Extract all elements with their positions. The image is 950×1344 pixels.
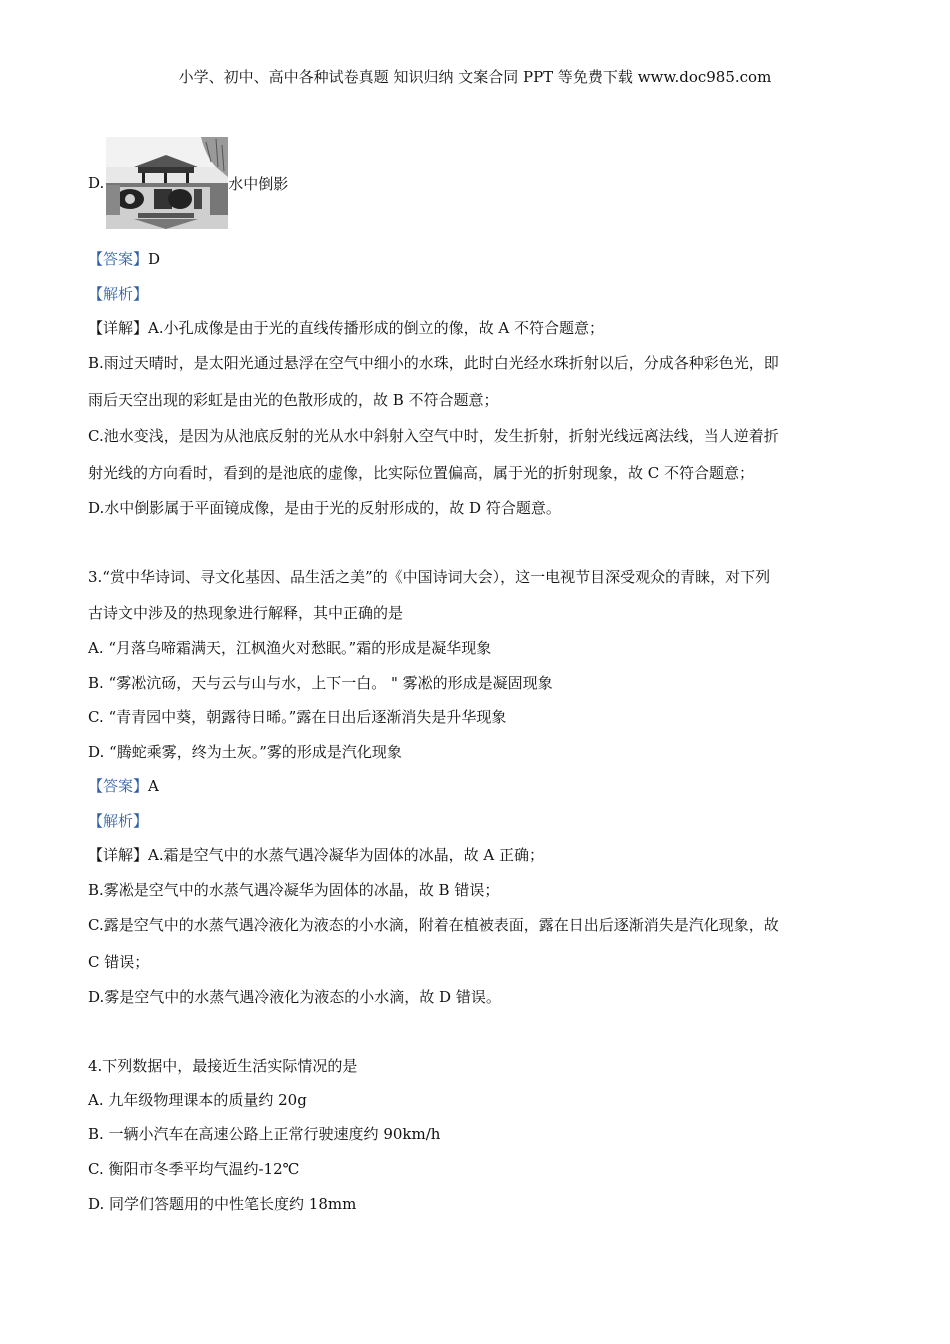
q3-detail-line: B.雾凇是空气中的水蒸气遇冷凝华为固体的冰晶，故 B 错误； [88, 881, 500, 899]
q2-detail-line: D.水中倒影属于平面镜成像，是由于光的反射形成的，故 D 符合题意。 [88, 499, 561, 517]
q3-detail-line [88, 845, 544, 865]
q4-option: C. 衡阳市冬季平均气温约-12℃ [88, 1160, 300, 1178]
q2-detail-line: B.雨过天晴时，是太阳光通过悬浮在空气中细小的水珠，此时白光经水珠折射以后，分成各种彩色光，即 [88, 354, 779, 372]
q2-option-d-label: D. [88, 174, 105, 192]
q3-detail-line: C 错误； [88, 953, 150, 971]
q2-analysis-tag: 【解析】 [88, 285, 149, 303]
q2-option-d [88, 137, 288, 229]
q3-option: A. “月落乌啼霜满天，江枫渔火对愁眠。”霜的形成是凝华现象 [88, 639, 492, 657]
q3-option: C. “青青园中葵，朝露待日晞。”露在日出后逐渐消失是升华现象 [88, 708, 507, 726]
detail-tag: 【详解】 [88, 319, 149, 337]
q3-analysis-tag: 【解析】 [88, 812, 149, 830]
q3-answer [88, 776, 159, 796]
q2-detail-line: 雨后天空出现的彩虹是由光的色散形成的，故 B 不符合题意； [88, 391, 499, 409]
q3-option: B. “雾凇沆砀，天与云与山与水，上下一白。 " 雾凇的形成是凝固现象 [88, 674, 553, 692]
answer-tag: 【答案】 [88, 250, 149, 268]
q4-option: B. 一辆小汽车在高速公路上正常行驶速度约 90km/h [88, 1125, 441, 1143]
detail-text: A.小孔成像是由于光的直线传播形成的倒立的像，故 A 不符合题意； [148, 319, 604, 337]
answer-value: A [148, 777, 159, 795]
q4-option: D. 同学们答题用的中性笔长度约 18mm [88, 1195, 357, 1213]
q4-option: A. 九年级物理课本的质量约 20g [88, 1091, 307, 1109]
q2-detail-line: 射光线的方向看时，看到的是池底的虚像，比实际位置偏高，属于光的折射现象，故 C 不符合题意； [88, 464, 755, 482]
reflection-photo [106, 137, 228, 229]
q4-stem: 4.下列数据中，最接近生活实际情况的是 [88, 1057, 358, 1075]
q3-detail-line: D.雾是空气中的水蒸气遇冷液化为液态的小水滴，故 D 错误。 [88, 988, 501, 1006]
q2-detail-line [88, 318, 604, 338]
q2-option-d-text: 水中倒影 [228, 174, 289, 193]
q3-detail-line: C.露是空气中的水蒸气遇冷液化为液态的小水滴，附着在植被表面，露在日出后逐渐消失是汽化现象，故 [88, 916, 779, 934]
q3-option: D. “腾蛇乘雾，终为土灰。”雾的形成是汽化现象 [88, 743, 402, 761]
detail-text: A.霜是空气中的水蒸气遇冷凝华为固体的冰晶，故 A 正确； [148, 846, 544, 864]
q3-stem: 3.“赏中华诗词、寻文化基因、品生活之美”的《中国诗词大会），这一电视节目深受观众的青睐，对下列 [88, 568, 771, 586]
page-header: 小学、初中、高中各种试卷真题 知识归纳 文案合同 PPT 等免费下载 www.doc985.com [178, 68, 772, 86]
answer-tag: 【答案】 [88, 777, 149, 795]
detail-tag: 【详解】 [88, 846, 149, 864]
q3-stem: 古诗文中涉及的热现象进行解释，其中正确的是 [88, 604, 404, 622]
q2-detail-line: C.池水变浅，是因为从池底反射的光从水中斜射入空气中时，发生折射，折射光线远离法线，当人逆着折 [88, 427, 779, 445]
q2-answer [88, 249, 160, 269]
answer-value: D [148, 250, 161, 268]
